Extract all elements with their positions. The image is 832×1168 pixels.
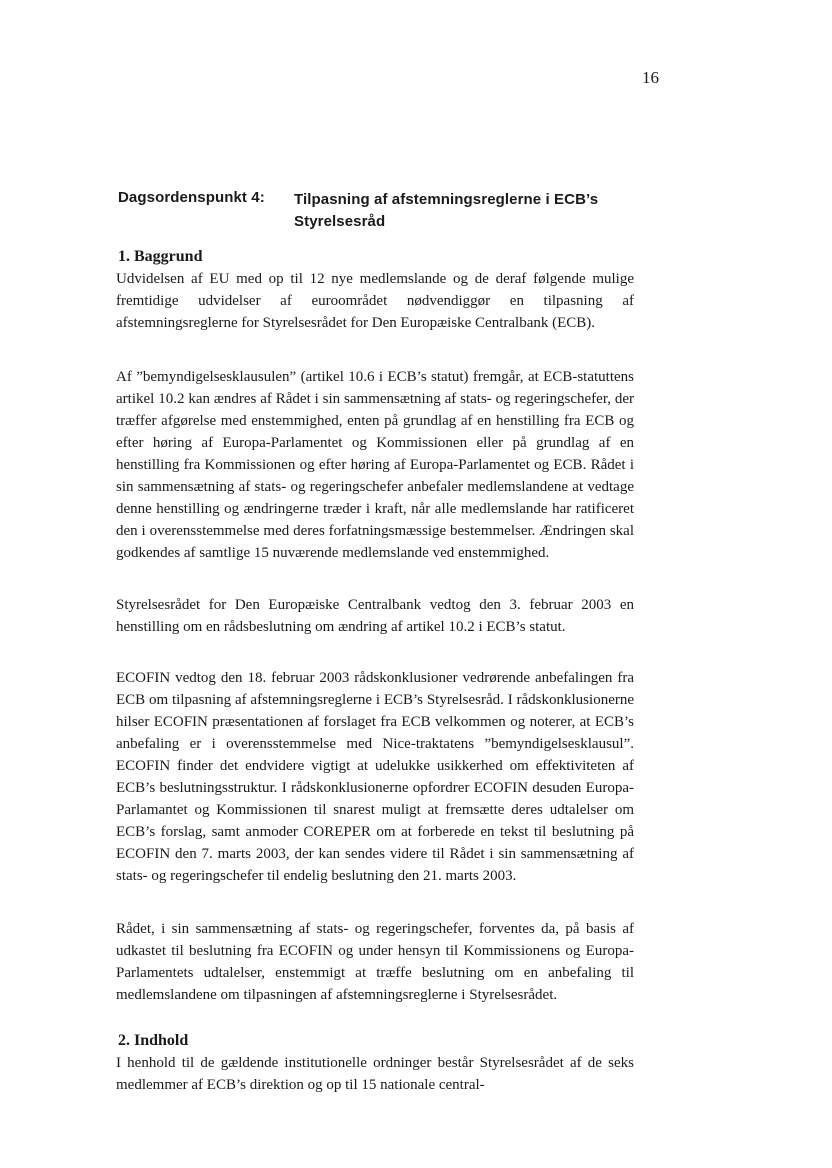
agenda-item-title: Tilpasning af afstemningsreglerne i ECB’s Styrelsesråd <box>294 191 599 230</box>
agenda-item-label: Dagsordenspunkt 4: <box>118 189 265 206</box>
paragraph-background-3: Styrelsesrådet for Den Europæiske Centralbank vedtog den 3. februar 2003 en henstilling om en rådsbeslutning om ændring af artikel 10.2 i ECB’s statut. <box>116 597 634 635</box>
section-heading-background: 1. Baggrund <box>118 248 203 265</box>
paragraph-background-5: Rådet, i sin sammensætning af stats- og regeringschefer, forventes da, på basis af udkastet til beslutning fra ECOFIN og under hensyn til Kommissionens og Europa-Parlamentets udtalelser, enstemmigt at træffe beslutning om en anbefaling til medlemslandene om tilpasningen af afstemningsreglerne i Styrelsesrådet. <box>116 921 634 1003</box>
paragraph-content-1: I henhold til de gældende institutionelle ordninger består Styrelsesrådet af de seks medlemmer af ECB’s direktion og op til 15 nationale central- <box>116 1055 634 1093</box>
section-heading-content: 2. Indhold <box>118 1032 189 1049</box>
paragraph-background-2: Af ”bemyndigelsesklausulen” (artikel 10.6 i ECB’s statut) fremgår, at ECB-statuttens artikel 10.2 kan ændres af Rådet i sin sammensætning af stats- og regeringschefer, der træffer afgørelse med enstemmighed, enten på grundlag af en henstilling fra ECB og efter høring af Europa-Parlamentet og Kommissionen eller på grundlag af en henstilling fra Kommissionen og efter høring af Europa-Parlamentet og ECB. Rådet i sin sammensætning af stats- og regeringschefer anbefaler medlemslandene at vedtage denne henstilling og ændringerne træder i kraft, når alle medlemslande har ratificeret den i overensstemmelse med deres forfatningsmæssige bestemmelser. Ændringen skal godkendes af samtlige 15 nuværende medlemslande ved enstemmighed. <box>116 369 634 561</box>
paragraph-background-4: ECOFIN vedtog den 18. februar 2003 rådskonklusioner vedrørende anbefalingen fra ECB om tilpasning af afstemningsreglerne i ECB’s Styrelsesråd. I rådskonklusionerne hilser ECOFIN præsentationen af forslaget fra ECB velkommen og noterer, at ECB’s anbefaling er i overensstemmelse med Nice-traktatens ”bemyndigelsesklausul”. ECOFIN finder det endvidere vigtigt at udelukke usikkerhed om effektiviteten af ECB’s beslutningsstruktur. I rådskonklusionerne opfordrer ECOFIN desuden Europa-Parlamantet og Kommissionen til snarest muligt at fremsætte deres udtalelser om ECB’s forslag, samt anmoder COREPER om at forberede en tekst til beslutning på ECOFIN den 7. marts 2003, der kan sendes videre til Rådet i sin sammensætning af stats- og regeringschefer til endelig beslutning den 21. marts 2003. <box>116 670 634 884</box>
paragraph-background-1: Udvidelsen af EU med op til 12 nye medlemslande og de deraf følgende mulige fremtidige udvidelser af euroområdet nødvendiggør en tilpasning af afstemningsreglerne for Styrelsesrådet for Den Europæiske Centralbank (ECB). <box>116 271 634 331</box>
page-number: 16 <box>642 68 659 87</box>
